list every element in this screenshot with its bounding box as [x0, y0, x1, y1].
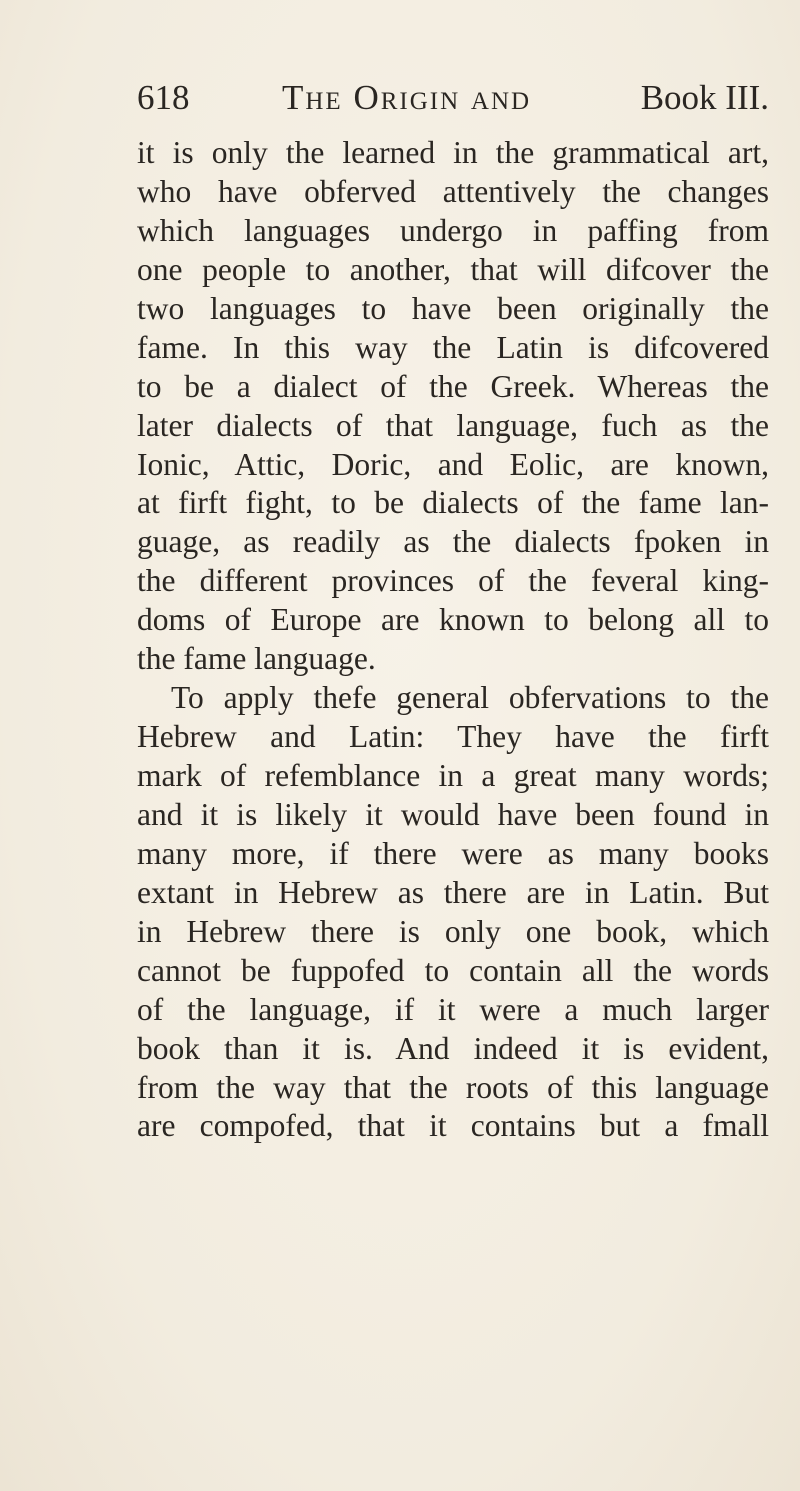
text-line: fame. In this way the Latin is difcovered [137, 329, 769, 365]
book-label: Book III. [640, 78, 769, 117]
text-line: of the language, if it were a much larger [137, 991, 769, 1027]
text-line: which languages undergo in paffing from [137, 212, 769, 248]
text-line: two languages to have been originally the [137, 290, 769, 326]
text-line: Ionic, Attic, Doric, and Eolic, are known, [137, 446, 769, 482]
text-line: are compofed, that it contains but a fmall [137, 1108, 769, 1144]
text-line: doms of Europe are known to belong all to [137, 602, 769, 638]
text-line: guage, as readily as the dialects fpoken in [137, 524, 769, 560]
text-line: many more, if there were as many books [137, 835, 769, 871]
text-line: it is only the learned in the grammatical art, [137, 135, 769, 170]
text-line: Hebrew and Latin: They have the firft [137, 719, 769, 755]
text-line: extant in Hebrew as there are in Latin. But [137, 874, 769, 910]
running-title: The Origin and [282, 78, 532, 117]
text-line: at firft fight, to be dialects of the fame lan- [137, 485, 769, 521]
body-text [137, 134, 769, 1146]
text-line: book than it is. And indeed it is evident, [137, 1030, 769, 1066]
text-line: from the way that the roots of this language [137, 1069, 769, 1105]
page-number: 618 [137, 78, 190, 117]
text-line: mark of refemblance in a great many words; [137, 758, 769, 793]
running-head [137, 76, 769, 120]
text-line: in Hebrew there is only one book, which [137, 913, 769, 949]
paragraph-end-line: the fame language. [137, 641, 376, 677]
text-line: cannot be fuppofed to contain all the words [137, 952, 769, 988]
text-line: and it is likely it would have been found in [137, 796, 769, 832]
text-line: later dialects of that language, fuch as the [137, 407, 769, 443]
text-line: the different provinces of the feveral king- [137, 563, 769, 599]
text-line: who have obferved attentively the changes [137, 173, 769, 209]
text-line: to be a dialect of the Greek. Whereas the [137, 368, 769, 404]
text-line: one people to another, that will difcover the [137, 251, 769, 287]
paragraph-start-line: To apply thefe general obfervations to the [171, 680, 769, 716]
